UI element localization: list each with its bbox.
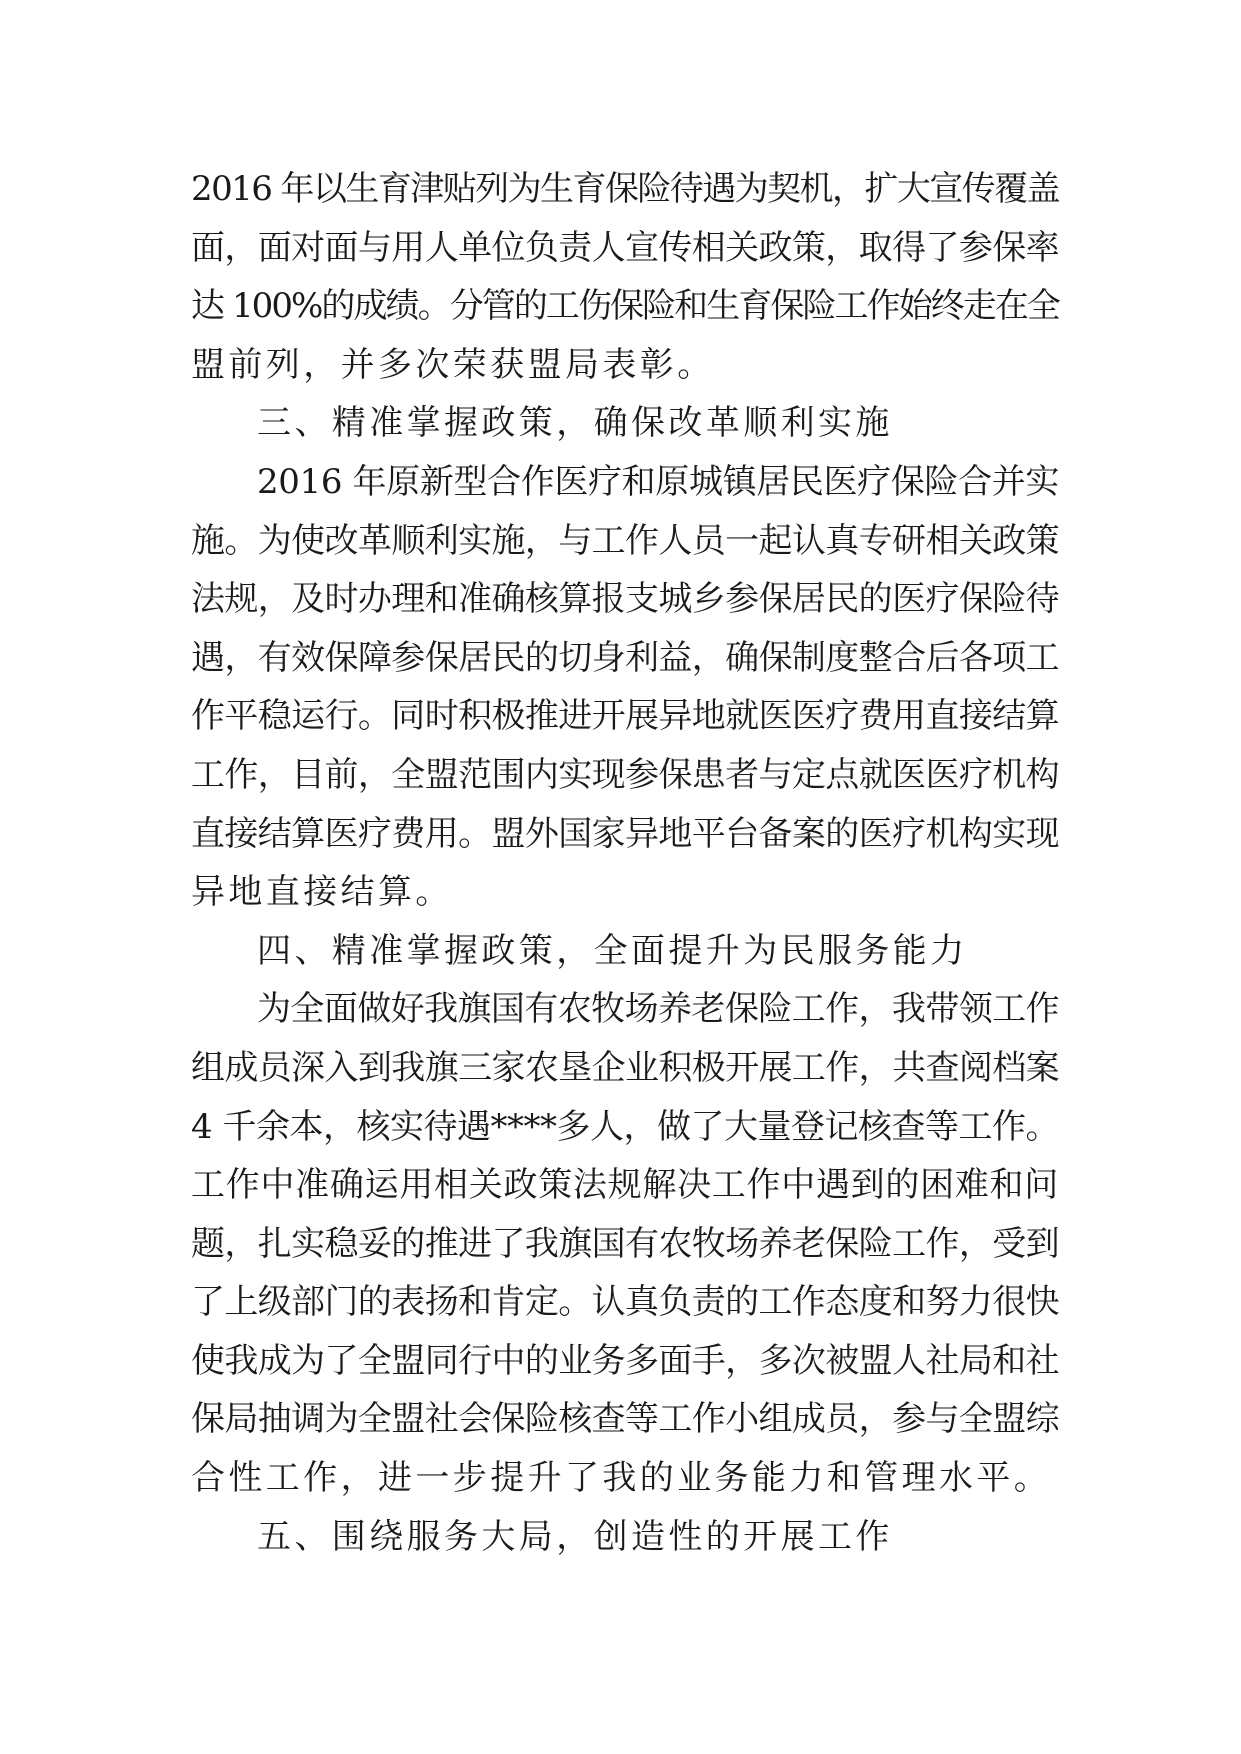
paragraph-first-line: 五、围绕服务大局，创造性的开展工作 [257, 1516, 893, 1557]
text-line: 保局抽调为全盟社会保险核查等工作小组成员，参与全盟综 [191, 1399, 1059, 1440]
text-line: 施。为使改革顺利实施，与工作人员一起认真专研相关政策 [191, 520, 1059, 561]
text-line: 达 100%的成绩。分管的工伤保险和生育保险工作始终走在全 [191, 286, 1059, 327]
text-line: 遇，有效保障参保居民的切身利益，确保制度整合后各项工 [191, 637, 1059, 678]
paragraph-first-line: 三、精准掌握政策，确保改革顺利实施 [257, 403, 893, 444]
text-line: 使我成为了全盟同行中的业务多面手，多次被盟人社局和社 [191, 1340, 1059, 1381]
text-line: 4 千余本，核实待遇****多人，做了大量登记核查等工作。 [191, 1106, 1059, 1147]
text-line: 盟前列，并多次荣获盟局表彰。 [191, 344, 715, 385]
paragraph-first-line: 为全面做好我旗国有农牧场养老保险工作，我带领工作 [257, 989, 1059, 1030]
text-line: 了上级部门的表扬和肯定。认真负责的工作态度和努力很快 [191, 1282, 1059, 1323]
text-line: 作平稳运行。同时积极推进开展异地就医医疗费用直接结算 [191, 696, 1059, 737]
text-line: 面，面对面与用人单位负责人宣传相关政策，取得了参保率 [191, 227, 1059, 268]
text-line: 2016 年以生育津贴列为生育保险待遇为契机，扩大宣传覆盖 [191, 169, 1059, 209]
text-line: 组成员深入到我旗三家农垦企业积极开展工作，共查阅档案 [191, 1047, 1059, 1088]
text-line: 工作，目前，全盟范围内实现参保患者与定点就医医疗机构 [191, 754, 1059, 795]
text-line: 直接结算医疗费用。盟外国家异地平台备案的医疗机构实现 [191, 813, 1059, 854]
text-line: 合性工作，进一步提升了我的业务能力和管理水平。 [191, 1458, 1052, 1499]
document-body [191, 160, 1059, 1566]
text-line: 题，扎实稳妥的推进了我旗国有农牧场养老保险工作，受到 [191, 1223, 1059, 1264]
paragraph-first-line: 四、精准掌握政策，全面提升为民服务能力 [257, 930, 968, 971]
text-line: 法规，及时办理和准确核算报支城乡参保居民的医疗保险待 [191, 579, 1059, 620]
text-line: 工作中准确运用相关政策法规解决工作中遇到的困难和问 [191, 1165, 1059, 1206]
text-line: 异地直接结算。 [191, 872, 453, 913]
paragraph-first-line: 2016 年原新型合作医疗和原城镇居民医疗保险合并实 [257, 461, 1059, 502]
